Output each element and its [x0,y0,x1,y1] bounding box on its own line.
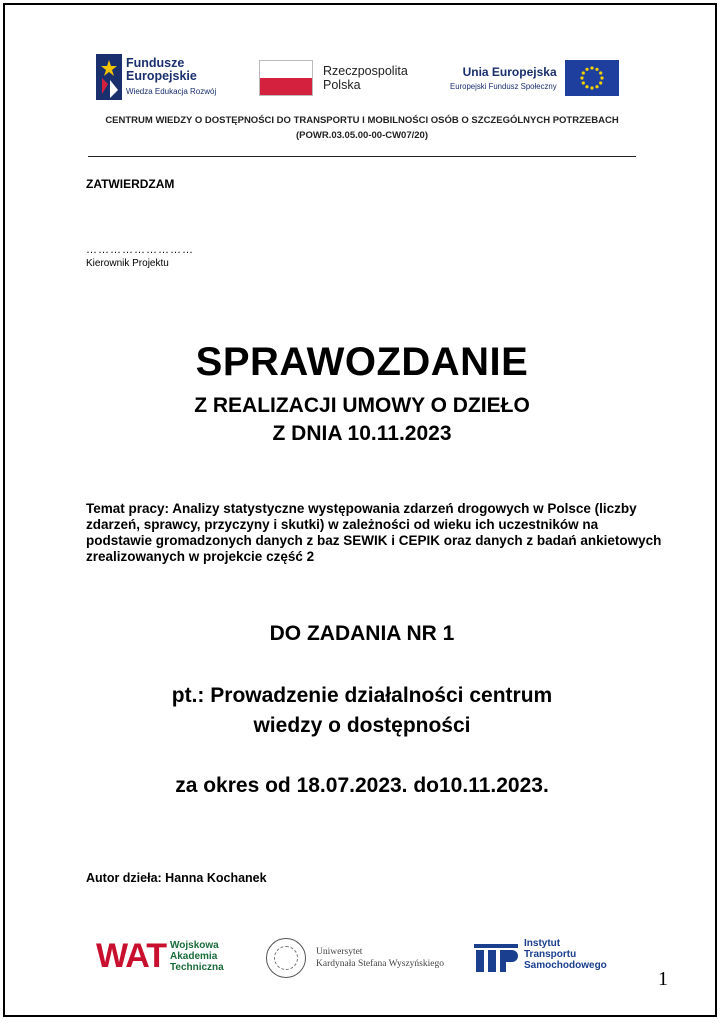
its-mark-icon [474,938,518,972]
task-title-line2: wiedzy o dostępności [253,714,471,737]
signer-role: Kierownik Projektu [86,258,169,269]
task-title-line1: pt.: Prowadzenie działalności centrum [171,684,553,707]
center-name: CENTRUM WIEDZY O DOSTĘPNOŚCI DO TRANSPORTU I MOBILNOŚCI OSÓB O SZCZEGÓLNYCH POTRZEBACH [105,115,619,126]
its-line3: Samochodowego [524,960,607,971]
unia-europejska-logo [450,60,619,96]
fundusze-star-icon [96,54,122,100]
wat-abbr: WAT [96,937,167,975]
wat-line1: Wojskowa [170,939,219,951]
eu-flag-icon [565,60,619,96]
document-subtitle-1: Z REALIZACJI UMOWY O DZIEŁO [194,394,530,417]
project-code: (POWR.03.05.00-00-CW07/20) [296,130,428,141]
wat-logo [96,938,224,974]
report-period: za okres od 18.07.2023. do10.11.2023. [175,774,549,797]
signature-line: ……………………… [86,244,194,256]
polish-flag-icon [259,60,313,96]
wat-line3: Techniczna [170,961,224,973]
its-logo [474,938,614,974]
rzeczpospolita-line1: Rzeczpospolita [323,64,408,78]
fundusze-line1: Fundusze [126,55,185,70]
rzeczpospolita-logo [259,60,408,96]
approval-label: ZATWIERDZAM [86,177,175,191]
fundusze-europejskie-logo [96,54,216,100]
document-subtitle-2: Z DNIA 10.11.2023 [272,422,452,445]
header-divider [88,156,636,157]
uksw-line1: Uniwersytet [316,947,363,957]
uksw-line2: Kardynała Stefana Wyszyńskiego [316,959,444,969]
document-title: SPRAWOZDANIE [195,340,529,384]
work-topic: Temat pracy: Analizy statystyczne występowania zdarzeń drogowych w Polsce (liczby zdarzeń, sprawcy, przyczyny i skutki) w zależności od wieku ich uczestników na podstawie gromadzonych danych z baz SEWIK i CEPIK oraz danych z badań ankietowych zrealizowanych w projekcie część 2 [86,501,662,564]
page-number: 1 [658,968,668,990]
its-line1: Instytut [524,938,561,949]
author: Autor dzieła: Hanna Kochanek [86,871,267,885]
fundusze-line3: Wiedza Edukacja Rozwój [126,86,217,96]
fundusze-line2: Europejskie [126,68,197,83]
unia-line2: Europejski Fundusz Społeczny [450,82,557,91]
wat-line2: Akademia [170,950,218,962]
its-line2: Transportu [524,949,577,960]
unia-line1: Unia Europejska [462,65,557,79]
uksw-logo [266,938,444,978]
task-label: DO ZADANIA NR 1 [269,622,455,645]
uksw-seal-icon [266,938,306,978]
rzeczpospolita-line2: Polska [323,78,361,92]
